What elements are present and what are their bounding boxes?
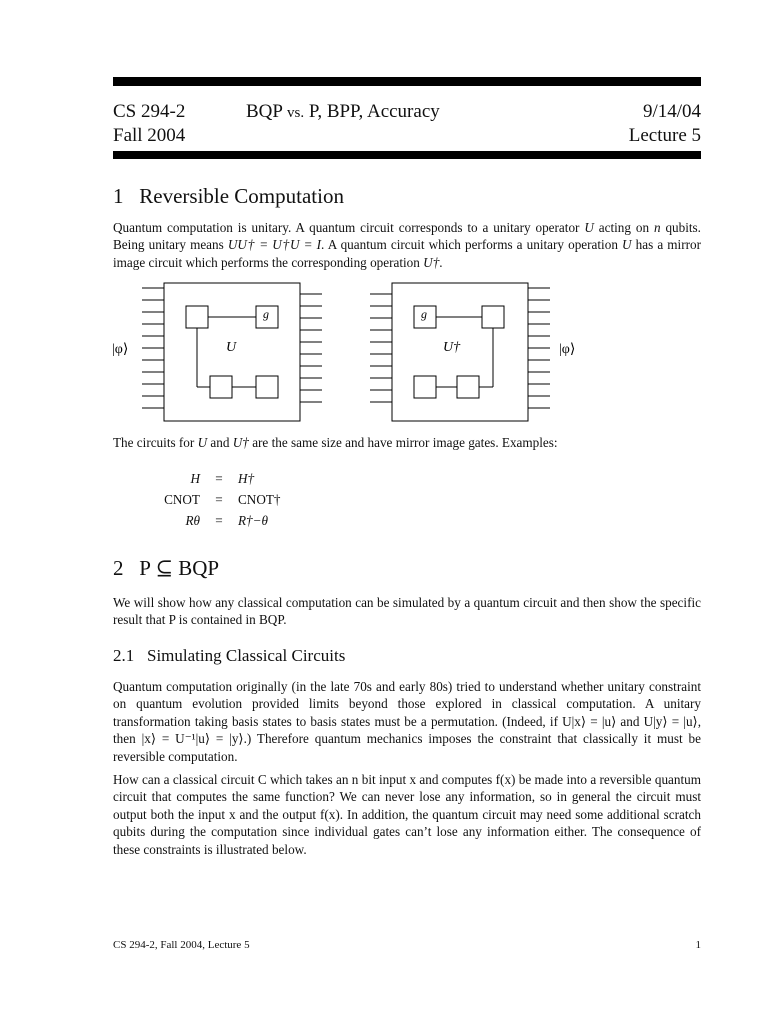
para-text: and — [207, 435, 233, 450]
section-1-number: 1 — [113, 184, 124, 208]
math-U-dagger: U† — [423, 254, 440, 270]
para-text: has a mirror image circuit which performs the corresponding operation — [113, 237, 701, 270]
eq-lhs — [140, 512, 200, 529]
lecture-title-main: BQP — [246, 101, 283, 122]
eq-R-lhs: Rθ — [185, 513, 200, 528]
para-text: Quantum computation is unitary. A quantum circuit corresponds to a unitary operator — [113, 220, 585, 235]
mirror-circuit-figure — [100, 278, 600, 428]
left-output-wires — [300, 294, 322, 402]
para-text: are the same size and have mirror image gates. Examples: — [248, 435, 558, 450]
left-gate-a — [186, 306, 208, 328]
right-input-wires — [370, 294, 392, 402]
header-bottom-rule — [113, 151, 701, 159]
para-text: . — [439, 254, 443, 270]
footer-page-number: 1 — [695, 939, 701, 951]
para-text: . A quantum circuit which performs a unitary operation — [321, 237, 623, 253]
eq-H-rhs: H† — [238, 471, 255, 486]
left-input-wires — [142, 288, 164, 408]
course-term: Fall 2004 — [113, 125, 186, 146]
para-text: The circuits for — [113, 435, 198, 450]
lecture-title-vs: vs. — [287, 105, 305, 121]
section-2-number: 2 — [113, 556, 124, 580]
left-gate-b — [210, 376, 232, 398]
eq-rhs — [238, 470, 298, 487]
right-g-label: g — [421, 307, 427, 321]
header-top-rule — [113, 77, 701, 86]
math-U-dagger: U† — [232, 435, 249, 450]
math-U: U — [622, 237, 632, 253]
para-text: acting on — [593, 220, 654, 235]
lecture-number: Lecture 5 — [628, 125, 701, 146]
subsection-number: 2.1 — [113, 646, 135, 665]
left-ket-label: |φ⟩ — [112, 342, 129, 357]
left-gate-c — [256, 376, 278, 398]
lecture-title-rest: P, BPP, Accuracy — [308, 101, 440, 122]
mirror-description — [113, 434, 701, 451]
right-gate-a — [482, 306, 504, 328]
section-1-title: Reversible Computation — [139, 184, 344, 208]
lecture-date: 9/14/04 — [642, 101, 701, 122]
eq-H-lhs: H — [190, 471, 200, 486]
section-2-title: P ⊆ BQP — [139, 556, 220, 580]
lecture-title — [246, 101, 440, 124]
right-unitary-label: U† — [443, 340, 461, 355]
math-U: U — [584, 220, 594, 235]
para-text: qubits. Being unitary means — [113, 220, 701, 253]
left-g-label: g — [263, 307, 269, 321]
math-U: U — [197, 435, 208, 450]
eq-lhs: CNOT — [164, 492, 200, 507]
course-code: CS 294-2 — [113, 101, 186, 122]
subsection-paragraph-1: Quantum computation originally (in the late 70s and early 80s) tried to understand whether unitary constraint on quantum evolution provided limits beyond those explored in classical computation. A unitary transformation taking basis states to basis states must be a permutation. (Indeed, if U|x⟩ = |u⟩ and U|y⟩ = |u⟩, then |x⟩ = U⁻¹|u⟩ = |y⟩.) Therefore quantum mechanics imposes the constraint that classically it must be reversible computation. — [113, 679, 701, 764]
eq-sign: = — [215, 513, 223, 528]
math-unitary-eq: UU† = U†U = I — [227, 237, 322, 253]
right-gate-c — [414, 376, 436, 398]
section-1-heading — [113, 184, 344, 208]
section-2-paragraph: We will show how any classical computation can be simulated by a quantum circuit and then show the specific result that P is contained in BQP. — [113, 595, 701, 628]
right-output-wires — [528, 288, 550, 408]
eq-sign: = — [215, 471, 223, 486]
eq-rhs — [238, 512, 298, 529]
subsection-title: Simulating Classical Circuits — [147, 646, 346, 665]
math-n: n — [653, 220, 661, 235]
right-ket-label: |φ⟩ — [559, 342, 576, 357]
footer-citation: CS 294-2, Fall 2004, Lecture 5 — [113, 939, 250, 951]
section-1-paragraph — [113, 219, 701, 271]
subsection-2-1-heading — [113, 646, 345, 666]
eq-rhs: CNOT† — [238, 492, 281, 507]
right-gate-b — [457, 376, 479, 398]
eq-sign: = — [215, 492, 223, 507]
section-2-heading — [113, 556, 219, 580]
self-inverse-equations — [140, 470, 298, 529]
left-unitary-label: U — [226, 340, 237, 355]
subsection-paragraph-2: How can a classical circuit C which takes an n bit input x and computes f(x) be made into a reversible quantum circuit that computes the same function? We can never lose any information, so in general the circuit must output both the input x and the output f(x). In addition, the quantum circuit may need some additional scratch qubits during the computation since individual gates can’t lose any information either. The consequence of these constraints is illustrated below. — [113, 772, 701, 857]
eq-lhs — [140, 470, 200, 487]
eq-R-rhs: R†−θ — [238, 513, 269, 528]
